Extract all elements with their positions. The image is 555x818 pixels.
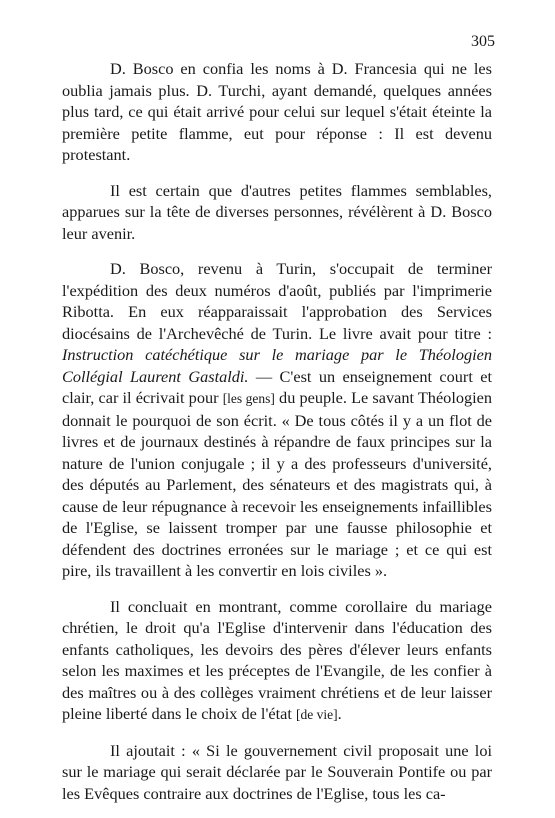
page-number: 305 [471, 33, 495, 50]
book-title: Instruction catéchétique sur le mariage par le Théologien Collégial Laurent Gastaldi. [62, 345, 492, 386]
paragraph-3-part-1: D. Bosco, revenu à Turin, s'occupait de terminer l'expédition des deux numéros d'août, publiés par l'imprimerie Ribotta. En eux réapparaissait l'approbation des Services diocésains de l'Archevêché de Turin. Le livre avait pour titre : [62, 259, 492, 343]
paragraph-4 [62, 596, 492, 726]
paragraph-3-part-2: — C'est un enseignement court et clair, car il écrivait pour [62, 366, 492, 407]
bracket-note: [les gens] [222, 391, 275, 406]
paragraph-4-part-1: Il concluait en montrant, comme corollaire du mariage chrétien, le droit qu'a l'Eglise d'intervenir dans l'éducation des enfants catholiques, les devoirs des pères d'élever leurs enfants selon les maximes et les préceptes de l'Evangile, de les confier à des maîtres ou à des collèges vraiment chrétiens et de leur laisser pleine liberté dans le choix de l'état [62, 596, 492, 723]
paragraph-5: Il ajoutait : « Si le gouvernement civil proposait une loi sur le mariage qui serait déclarée par le Souverain Pontife ou par les Evêques contraire aux doctrines de l'Eglise, tous les ca- [62, 740, 492, 803]
paragraph-3-part-3: du peuple. Le savant Théologien donnait le pourquoi de son écrit. « De tous côtés il y a un flot de livres et de journaux destinés à répandre de faux principes sur la nature de l'union conjugale ; il y a des professeurs d'université, des députés au Parlement, des sénateurs et des magistrats qui, à cause de leur répugnance à recevoir les enseignements infaillibles de l'Eglise, se laissent tromper par une fausse philosophie et défendent des doctrines erronées sur le mariage ; et ce qui est pire, ils travaillent à les convertir en lois civiles ». [62, 388, 493, 580]
paragraph-2: Il est certain que d'autres petites flammes semblables, apparues sur la tête de diverses personnes, révélèrent à D. Bosco leur avenir. [62, 180, 492, 243]
bracket-note: [de vie] [295, 707, 338, 722]
paragraph-4-part-2: . [337, 704, 342, 723]
paragraph-1: D. Bosco en confia les noms à D. Francesia qui ne les oublia jamais plus. D. Turchi, ayant demandé, quelques années plus tard, ce qui était arrivé pour celui sur lequel s'était éteinte la première petite flamme, eut pour réponse : Il est devenu protestant. [62, 59, 492, 164]
page-body [62, 58, 492, 818]
paragraph-3 [62, 258, 492, 582]
